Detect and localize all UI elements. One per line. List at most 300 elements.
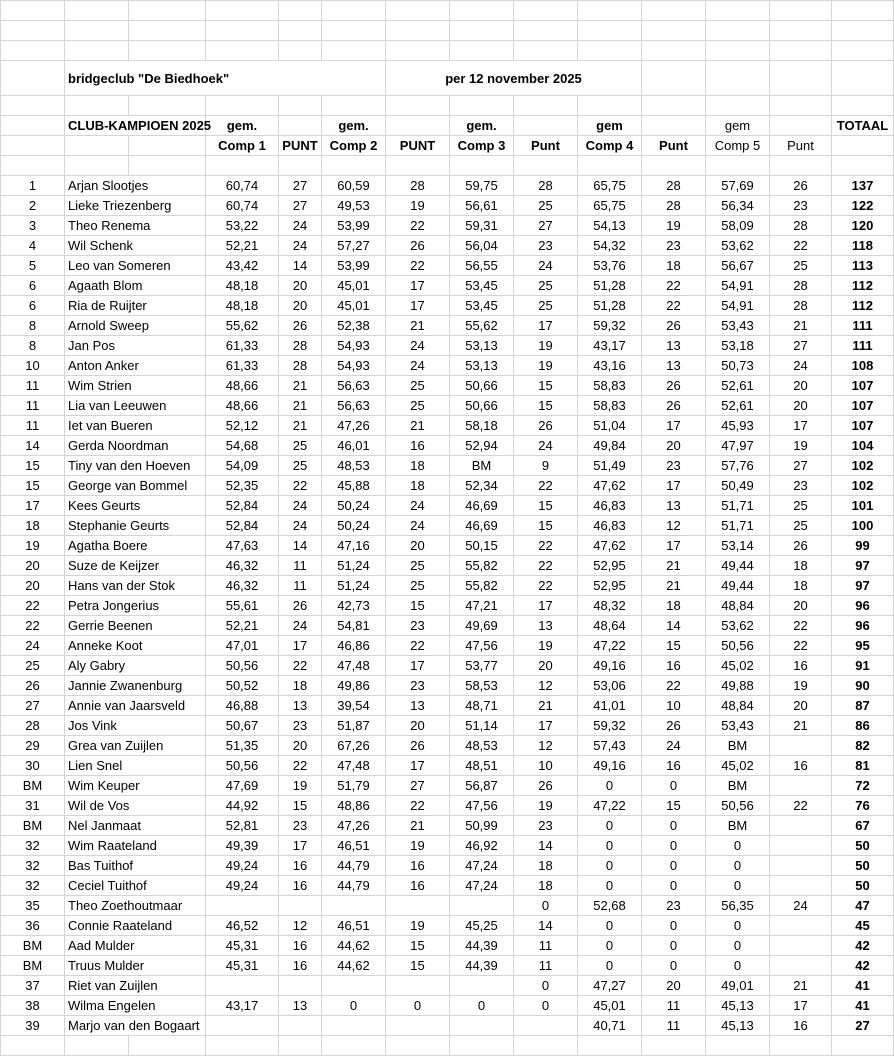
- player-name-cell[interactable]: Aly Gabry: [65, 656, 206, 676]
- comp1-points-cell[interactable]: 23: [279, 716, 322, 736]
- comp1-points-cell[interactable]: 13: [279, 996, 322, 1016]
- comp3-avg-cell[interactable]: 52,34: [450, 476, 514, 496]
- comp2-avg-cell[interactable]: 51,87: [322, 716, 386, 736]
- comp4-points-cell[interactable]: 24: [642, 736, 706, 756]
- comp1-avg-cell[interactable]: 50,52: [206, 676, 279, 696]
- rank-cell[interactable]: 6: [1, 276, 65, 296]
- comp3-avg-cell[interactable]: 47,56: [450, 636, 514, 656]
- comp3-points-cell[interactable]: 11: [514, 936, 578, 956]
- comp2-avg-cell[interactable]: 44,62: [322, 956, 386, 976]
- player-name-cell[interactable]: Jan Pos: [65, 336, 206, 356]
- comp5-avg-cell[interactable]: 54,91: [706, 296, 770, 316]
- comp4-avg-cell[interactable]: 58,83: [578, 376, 642, 396]
- comp4-avg-cell[interactable]: 58,83: [578, 396, 642, 416]
- total-cell[interactable]: 27: [832, 1016, 894, 1036]
- comp3-points-cell[interactable]: 11: [514, 956, 578, 976]
- comp2-points-cell[interactable]: 25: [386, 396, 450, 416]
- comp5-points-cell[interactable]: [770, 776, 832, 796]
- rank-cell[interactable]: BM: [1, 956, 65, 976]
- comp4-points-cell[interactable]: 15: [642, 636, 706, 656]
- total-cell[interactable]: 42: [832, 956, 894, 976]
- rank-cell[interactable]: 11: [1, 396, 65, 416]
- comp3-avg-cell[interactable]: 49,69: [450, 616, 514, 636]
- comp5-avg-cell[interactable]: 53,43: [706, 716, 770, 736]
- comp1-avg-cell[interactable]: 52,21: [206, 616, 279, 636]
- total-cell[interactable]: 50: [832, 876, 894, 896]
- comp3-avg-cell[interactable]: 56,55: [450, 256, 514, 276]
- comp3-points-cell[interactable]: 28: [514, 176, 578, 196]
- comp2-points-cell[interactable]: 19: [386, 196, 450, 216]
- comp4-points-cell[interactable]: 16: [642, 756, 706, 776]
- comp1-avg-cell[interactable]: 48,66: [206, 376, 279, 396]
- player-name-cell[interactable]: Wim Keuper: [65, 776, 206, 796]
- comp4-avg-cell[interactable]: 0: [578, 956, 642, 976]
- comp4-points-cell[interactable]: 14: [642, 616, 706, 636]
- comp2-avg-cell[interactable]: 39,54: [322, 696, 386, 716]
- comp4-avg-cell[interactable]: 0: [578, 836, 642, 856]
- comp3-points-cell[interactable]: 25: [514, 196, 578, 216]
- player-name-cell[interactable]: Marjo van den Bogaart: [65, 1016, 206, 1036]
- comp5-avg-cell[interactable]: BM: [706, 776, 770, 796]
- rank-cell[interactable]: 36: [1, 916, 65, 936]
- comp3-avg-cell[interactable]: 48,51: [450, 756, 514, 776]
- comp1-points-cell[interactable]: 14: [279, 256, 322, 276]
- comp4-avg-cell[interactable]: 47,22: [578, 636, 642, 656]
- player-name-cell[interactable]: Wim Raateland: [65, 836, 206, 856]
- comp2-avg-cell[interactable]: 44,62: [322, 936, 386, 956]
- comp5-avg-cell[interactable]: 49,44: [706, 556, 770, 576]
- total-cell[interactable]: 87: [832, 696, 894, 716]
- comp5-avg-cell[interactable]: 53,43: [706, 316, 770, 336]
- comp2-points-cell[interactable]: 17: [386, 296, 450, 316]
- total-cell[interactable]: 112: [832, 296, 894, 316]
- comp2-points-cell[interactable]: 17: [386, 656, 450, 676]
- comp2-points-cell[interactable]: 24: [386, 336, 450, 356]
- comp2-avg-cell[interactable]: 45,88: [322, 476, 386, 496]
- comp3-avg-cell[interactable]: 46,69: [450, 496, 514, 516]
- comp4-avg-cell[interactable]: 57,43: [578, 736, 642, 756]
- total-cell[interactable]: 107: [832, 416, 894, 436]
- rank-cell[interactable]: 5: [1, 256, 65, 276]
- rank-cell[interactable]: BM: [1, 816, 65, 836]
- comp4-points-cell[interactable]: 16: [642, 656, 706, 676]
- comp5-points-cell[interactable]: [770, 856, 832, 876]
- comp3-avg-cell[interactable]: 51,14: [450, 716, 514, 736]
- player-name-cell[interactable]: Bas Tuithof: [65, 856, 206, 876]
- comp1-points-cell[interactable]: 24: [279, 236, 322, 256]
- comp5-avg-cell[interactable]: 45,13: [706, 996, 770, 1016]
- total-cell[interactable]: 82: [832, 736, 894, 756]
- comp4-points-cell[interactable]: 10: [642, 696, 706, 716]
- comp3-avg-cell[interactable]: 53,13: [450, 336, 514, 356]
- comp1-avg-cell[interactable]: 46,52: [206, 916, 279, 936]
- header-gem-5[interactable]: gem: [706, 116, 770, 136]
- comp2-points-cell[interactable]: 24: [386, 496, 450, 516]
- comp2-points-cell[interactable]: 23: [386, 616, 450, 636]
- comp1-avg-cell[interactable]: [206, 1016, 279, 1036]
- player-name-cell[interactable]: Connie Raateland: [65, 916, 206, 936]
- comp1-points-cell[interactable]: 27: [279, 176, 322, 196]
- comp4-avg-cell[interactable]: 43,16: [578, 356, 642, 376]
- comp2-avg-cell[interactable]: 48,53: [322, 456, 386, 476]
- rank-cell[interactable]: 26: [1, 676, 65, 696]
- comp1-avg-cell[interactable]: 52,12: [206, 416, 279, 436]
- comp2-points-cell[interactable]: 13: [386, 696, 450, 716]
- comp4-avg-cell[interactable]: 0: [578, 816, 642, 836]
- comp1-points-cell[interactable]: 12: [279, 916, 322, 936]
- header-punt-2[interactable]: PUNT: [386, 136, 450, 156]
- total-cell[interactable]: 122: [832, 196, 894, 216]
- comp5-points-cell[interactable]: 24: [770, 356, 832, 376]
- comp1-avg-cell[interactable]: 46,32: [206, 556, 279, 576]
- rank-cell[interactable]: 18: [1, 516, 65, 536]
- comp4-avg-cell[interactable]: 51,28: [578, 276, 642, 296]
- rank-cell[interactable]: 15: [1, 456, 65, 476]
- comp5-points-cell[interactable]: 22: [770, 796, 832, 816]
- comp2-avg-cell[interactable]: [322, 1016, 386, 1036]
- comp5-points-cell[interactable]: 26: [770, 176, 832, 196]
- comp5-points-cell[interactable]: 19: [770, 436, 832, 456]
- comp1-avg-cell[interactable]: 50,67: [206, 716, 279, 736]
- comp2-avg-cell[interactable]: 49,53: [322, 196, 386, 216]
- total-cell[interactable]: 86: [832, 716, 894, 736]
- comp3-points-cell[interactable]: 0: [514, 976, 578, 996]
- comp2-avg-cell[interactable]: 50,24: [322, 516, 386, 536]
- comp1-avg-cell[interactable]: 43,17: [206, 996, 279, 1016]
- comp1-points-cell[interactable]: 19: [279, 776, 322, 796]
- comp3-avg-cell[interactable]: 45,25: [450, 916, 514, 936]
- comp3-points-cell[interactable]: 14: [514, 836, 578, 856]
- comp3-points-cell[interactable]: 15: [514, 376, 578, 396]
- total-cell[interactable]: 50: [832, 836, 894, 856]
- rank-cell[interactable]: 39: [1, 1016, 65, 1036]
- comp4-points-cell[interactable]: 15: [642, 796, 706, 816]
- comp3-avg-cell[interactable]: 55,82: [450, 576, 514, 596]
- comp1-points-cell[interactable]: 24: [279, 216, 322, 236]
- comp5-points-cell[interactable]: 20: [770, 396, 832, 416]
- comp4-points-cell[interactable]: 0: [642, 836, 706, 856]
- comp1-avg-cell[interactable]: 53,22: [206, 216, 279, 236]
- comp4-points-cell[interactable]: 23: [642, 896, 706, 916]
- comp3-points-cell[interactable]: 22: [514, 576, 578, 596]
- comp2-avg-cell[interactable]: 50,24: [322, 496, 386, 516]
- comp2-points-cell[interactable]: 25: [386, 376, 450, 396]
- player-name-cell[interactable]: Jos Vink: [65, 716, 206, 736]
- player-name-cell[interactable]: Arjan Slootjes: [65, 176, 206, 196]
- comp5-points-cell[interactable]: 21: [770, 716, 832, 736]
- comp4-avg-cell[interactable]: 0: [578, 776, 642, 796]
- comp3-avg-cell[interactable]: 52,94: [450, 436, 514, 456]
- comp5-avg-cell[interactable]: 0: [706, 876, 770, 896]
- comp2-avg-cell[interactable]: 54,93: [322, 336, 386, 356]
- comp5-points-cell[interactable]: [770, 936, 832, 956]
- comp1-points-cell[interactable]: [279, 1016, 322, 1036]
- comp3-points-cell[interactable]: 24: [514, 436, 578, 456]
- rank-cell[interactable]: 38: [1, 996, 65, 1016]
- comp5-avg-cell[interactable]: BM: [706, 736, 770, 756]
- comp5-points-cell[interactable]: 27: [770, 456, 832, 476]
- total-cell[interactable]: 81: [832, 756, 894, 776]
- comp5-avg-cell[interactable]: 56,35: [706, 896, 770, 916]
- comp4-points-cell[interactable]: 12: [642, 516, 706, 536]
- comp5-points-cell[interactable]: 23: [770, 476, 832, 496]
- comp1-avg-cell[interactable]: 50,56: [206, 656, 279, 676]
- comp2-points-cell[interactable]: 27: [386, 776, 450, 796]
- total-cell[interactable]: 96: [832, 616, 894, 636]
- player-name-cell[interactable]: Theo Zoethoutmaar: [65, 896, 206, 916]
- comp4-avg-cell[interactable]: 47,22: [578, 796, 642, 816]
- comp1-points-cell[interactable]: 28: [279, 336, 322, 356]
- comp4-avg-cell[interactable]: 49,16: [578, 656, 642, 676]
- comp1-avg-cell[interactable]: 45,31: [206, 936, 279, 956]
- player-name-cell[interactable]: Kees Geurts: [65, 496, 206, 516]
- player-name-cell[interactable]: Wilma Engelen: [65, 996, 206, 1016]
- comp4-points-cell[interactable]: 18: [642, 256, 706, 276]
- comp1-points-cell[interactable]: 17: [279, 836, 322, 856]
- comp3-points-cell[interactable]: 19: [514, 336, 578, 356]
- comp4-points-cell[interactable]: 11: [642, 996, 706, 1016]
- total-cell[interactable]: 107: [832, 396, 894, 416]
- comp1-avg-cell[interactable]: 48,18: [206, 296, 279, 316]
- comp2-avg-cell[interactable]: 47,48: [322, 756, 386, 776]
- comp1-points-cell[interactable]: 28: [279, 356, 322, 376]
- comp5-avg-cell[interactable]: 53,62: [706, 616, 770, 636]
- comp2-points-cell[interactable]: 22: [386, 796, 450, 816]
- comp5-avg-cell[interactable]: 49,88: [706, 676, 770, 696]
- comp4-avg-cell[interactable]: 54,13: [578, 216, 642, 236]
- comp5-points-cell[interactable]: 20: [770, 596, 832, 616]
- comp4-points-cell[interactable]: 28: [642, 176, 706, 196]
- comp2-avg-cell[interactable]: 60,59: [322, 176, 386, 196]
- comp2-points-cell[interactable]: 17: [386, 756, 450, 776]
- comp1-avg-cell[interactable]: 52,81: [206, 816, 279, 836]
- rank-cell[interactable]: 37: [1, 976, 65, 996]
- rank-cell[interactable]: 6: [1, 296, 65, 316]
- comp2-avg-cell[interactable]: 45,01: [322, 276, 386, 296]
- comp5-avg-cell[interactable]: 51,71: [706, 496, 770, 516]
- player-name-cell[interactable]: Anton Anker: [65, 356, 206, 376]
- comp5-avg-cell[interactable]: BM: [706, 816, 770, 836]
- comp3-avg-cell[interactable]: 55,82: [450, 556, 514, 576]
- player-name-cell[interactable]: Tiny van den Hoeven: [65, 456, 206, 476]
- player-name-cell[interactable]: Lieke Triezenberg: [65, 196, 206, 216]
- player-name-cell[interactable]: Agaath Blom: [65, 276, 206, 296]
- comp3-avg-cell[interactable]: 50,66: [450, 396, 514, 416]
- header-totaal[interactable]: TOTAAL: [832, 116, 894, 136]
- comp2-points-cell[interactable]: 15: [386, 596, 450, 616]
- comp1-points-cell[interactable]: 16: [279, 856, 322, 876]
- comp5-avg-cell[interactable]: 45,93: [706, 416, 770, 436]
- comp1-avg-cell[interactable]: 54,09: [206, 456, 279, 476]
- comp4-avg-cell[interactable]: 43,17: [578, 336, 642, 356]
- comp2-points-cell[interactable]: 19: [386, 836, 450, 856]
- comp3-avg-cell[interactable]: 44,39: [450, 936, 514, 956]
- comp1-avg-cell[interactable]: 47,01: [206, 636, 279, 656]
- player-name-cell[interactable]: Aad Mulder: [65, 936, 206, 956]
- header-gem-3[interactable]: gem.: [450, 116, 514, 136]
- comp1-points-cell[interactable]: 17: [279, 636, 322, 656]
- comp4-avg-cell[interactable]: 59,32: [578, 316, 642, 336]
- rank-cell[interactable]: 32: [1, 856, 65, 876]
- comp5-avg-cell[interactable]: 49,01: [706, 976, 770, 996]
- comp4-avg-cell[interactable]: 65,75: [578, 196, 642, 216]
- comp4-points-cell[interactable]: 21: [642, 556, 706, 576]
- comp2-avg-cell[interactable]: 47,16: [322, 536, 386, 556]
- club-title[interactable]: bridgeclub "De Biedhoek": [65, 61, 386, 96]
- total-cell[interactable]: 72: [832, 776, 894, 796]
- comp2-points-cell[interactable]: [386, 896, 450, 916]
- rank-cell[interactable]: 22: [1, 616, 65, 636]
- total-cell[interactable]: 97: [832, 576, 894, 596]
- player-name-cell[interactable]: Wil de Vos: [65, 796, 206, 816]
- comp3-avg-cell[interactable]: 50,99: [450, 816, 514, 836]
- comp5-avg-cell[interactable]: 52,61: [706, 396, 770, 416]
- rank-cell[interactable]: 30: [1, 756, 65, 776]
- comp4-avg-cell[interactable]: 0: [578, 876, 642, 896]
- comp5-points-cell[interactable]: 16: [770, 656, 832, 676]
- total-cell[interactable]: 97: [832, 556, 894, 576]
- comp5-avg-cell[interactable]: 54,91: [706, 276, 770, 296]
- comp2-points-cell[interactable]: 26: [386, 236, 450, 256]
- comp4-avg-cell[interactable]: 52,95: [578, 576, 642, 596]
- comp2-avg-cell[interactable]: 54,81: [322, 616, 386, 636]
- comp4-points-cell[interactable]: 0: [642, 856, 706, 876]
- comp3-avg-cell[interactable]: 55,62: [450, 316, 514, 336]
- comp4-points-cell[interactable]: 20: [642, 436, 706, 456]
- comp3-avg-cell[interactable]: 53,77: [450, 656, 514, 676]
- total-cell[interactable]: 100: [832, 516, 894, 536]
- comp5-avg-cell[interactable]: 57,69: [706, 176, 770, 196]
- player-name-cell[interactable]: Iet van Bueren: [65, 416, 206, 436]
- comp1-avg-cell[interactable]: 48,18: [206, 276, 279, 296]
- player-name-cell[interactable]: Petra Jongerius: [65, 596, 206, 616]
- comp4-points-cell[interactable]: 18: [642, 596, 706, 616]
- comp5-avg-cell[interactable]: 47,97: [706, 436, 770, 456]
- comp1-points-cell[interactable]: [279, 976, 322, 996]
- header-gem-1[interactable]: gem.: [206, 116, 279, 136]
- comp3-avg-cell[interactable]: 47,56: [450, 796, 514, 816]
- comp2-points-cell[interactable]: 18: [386, 476, 450, 496]
- comp4-avg-cell[interactable]: 45,01: [578, 996, 642, 1016]
- comp5-avg-cell[interactable]: 53,62: [706, 236, 770, 256]
- comp3-avg-cell[interactable]: BM: [450, 456, 514, 476]
- comp2-avg-cell[interactable]: 49,86: [322, 676, 386, 696]
- comp5-avg-cell[interactable]: 57,76: [706, 456, 770, 476]
- comp3-points-cell[interactable]: 23: [514, 816, 578, 836]
- rank-cell[interactable]: 1: [1, 176, 65, 196]
- rank-cell[interactable]: 20: [1, 556, 65, 576]
- comp1-points-cell[interactable]: 22: [279, 756, 322, 776]
- total-cell[interactable]: 102: [832, 476, 894, 496]
- total-cell[interactable]: 104: [832, 436, 894, 456]
- comp3-avg-cell[interactable]: [450, 896, 514, 916]
- comp4-avg-cell[interactable]: 52,68: [578, 896, 642, 916]
- comp5-avg-cell[interactable]: 0: [706, 836, 770, 856]
- rank-cell[interactable]: 25: [1, 656, 65, 676]
- comp1-points-cell[interactable]: 11: [279, 556, 322, 576]
- comp3-avg-cell[interactable]: 50,15: [450, 536, 514, 556]
- player-name-cell[interactable]: Riet van Zuijlen: [65, 976, 206, 996]
- comp4-points-cell[interactable]: 26: [642, 716, 706, 736]
- total-cell[interactable]: 137: [832, 176, 894, 196]
- comp5-points-cell[interactable]: [770, 836, 832, 856]
- comp1-points-cell[interactable]: 24: [279, 516, 322, 536]
- comp3-points-cell[interactable]: 10: [514, 756, 578, 776]
- comp4-points-cell[interactable]: 22: [642, 296, 706, 316]
- comp4-avg-cell[interactable]: 48,32: [578, 596, 642, 616]
- comp3-points-cell[interactable]: 0: [514, 896, 578, 916]
- comp2-avg-cell[interactable]: 52,38: [322, 316, 386, 336]
- comp1-points-cell[interactable]: 21: [279, 396, 322, 416]
- comp1-points-cell[interactable]: 18: [279, 676, 322, 696]
- comp1-points-cell[interactable]: 20: [279, 276, 322, 296]
- comp3-avg-cell[interactable]: 47,21: [450, 596, 514, 616]
- comp5-avg-cell[interactable]: 0: [706, 956, 770, 976]
- comp2-points-cell[interactable]: 16: [386, 856, 450, 876]
- comp1-points-cell[interactable]: 16: [279, 876, 322, 896]
- comp2-avg-cell[interactable]: 47,26: [322, 816, 386, 836]
- comp2-points-cell[interactable]: 22: [386, 216, 450, 236]
- comp3-avg-cell[interactable]: 53,13: [450, 356, 514, 376]
- rank-cell[interactable]: 2: [1, 196, 65, 216]
- player-name-cell[interactable]: Nel Janmaat: [65, 816, 206, 836]
- comp3-avg-cell[interactable]: 58,53: [450, 676, 514, 696]
- comp4-points-cell[interactable]: 26: [642, 396, 706, 416]
- player-name-cell[interactable]: Ria de Ruijter: [65, 296, 206, 316]
- rank-cell[interactable]: 29: [1, 736, 65, 756]
- comp5-points-cell[interactable]: 16: [770, 1016, 832, 1036]
- comp2-points-cell[interactable]: 22: [386, 636, 450, 656]
- comp2-avg-cell[interactable]: 45,01: [322, 296, 386, 316]
- comp3-points-cell[interactable]: 26: [514, 776, 578, 796]
- comp4-avg-cell[interactable]: 46,83: [578, 516, 642, 536]
- comp2-points-cell[interactable]: 15: [386, 936, 450, 956]
- total-cell[interactable]: 108: [832, 356, 894, 376]
- comp5-avg-cell[interactable]: 50,56: [706, 796, 770, 816]
- total-cell[interactable]: 113: [832, 256, 894, 276]
- header-comp-2[interactable]: Comp 2: [322, 136, 386, 156]
- player-name-cell[interactable]: George van Bommel: [65, 476, 206, 496]
- comp4-points-cell[interactable]: 20: [642, 976, 706, 996]
- comp2-points-cell[interactable]: 23: [386, 676, 450, 696]
- header-gem-4[interactable]: gem: [578, 116, 642, 136]
- comp5-avg-cell[interactable]: 0: [706, 936, 770, 956]
- comp2-points-cell[interactable]: 21: [386, 816, 450, 836]
- player-name-cell[interactable]: Annie van Jaarsveld: [65, 696, 206, 716]
- comp3-points-cell[interactable]: 18: [514, 856, 578, 876]
- comp5-points-cell[interactable]: 17: [770, 996, 832, 1016]
- comp4-avg-cell[interactable]: 51,28: [578, 296, 642, 316]
- comp2-avg-cell[interactable]: 46,86: [322, 636, 386, 656]
- rank-cell[interactable]: 35: [1, 896, 65, 916]
- total-cell[interactable]: 41: [832, 976, 894, 996]
- comp2-points-cell[interactable]: 16: [386, 436, 450, 456]
- comp3-points-cell[interactable]: 12: [514, 676, 578, 696]
- comp4-avg-cell[interactable]: 49,84: [578, 436, 642, 456]
- comp2-avg-cell[interactable]: [322, 976, 386, 996]
- comp1-points-cell[interactable]: 27: [279, 196, 322, 216]
- comp4-points-cell[interactable]: 0: [642, 776, 706, 796]
- comp4-avg-cell[interactable]: 46,83: [578, 496, 642, 516]
- player-name-cell[interactable]: Grea van Zuijlen: [65, 736, 206, 756]
- comp1-avg-cell[interactable]: 49,24: [206, 876, 279, 896]
- comp1-points-cell[interactable]: 16: [279, 956, 322, 976]
- comp4-points-cell[interactable]: 0: [642, 956, 706, 976]
- comp5-avg-cell[interactable]: 45,13: [706, 1016, 770, 1036]
- rank-cell[interactable]: 24: [1, 636, 65, 656]
- comp1-points-cell[interactable]: 20: [279, 296, 322, 316]
- rank-cell[interactable]: 31: [1, 796, 65, 816]
